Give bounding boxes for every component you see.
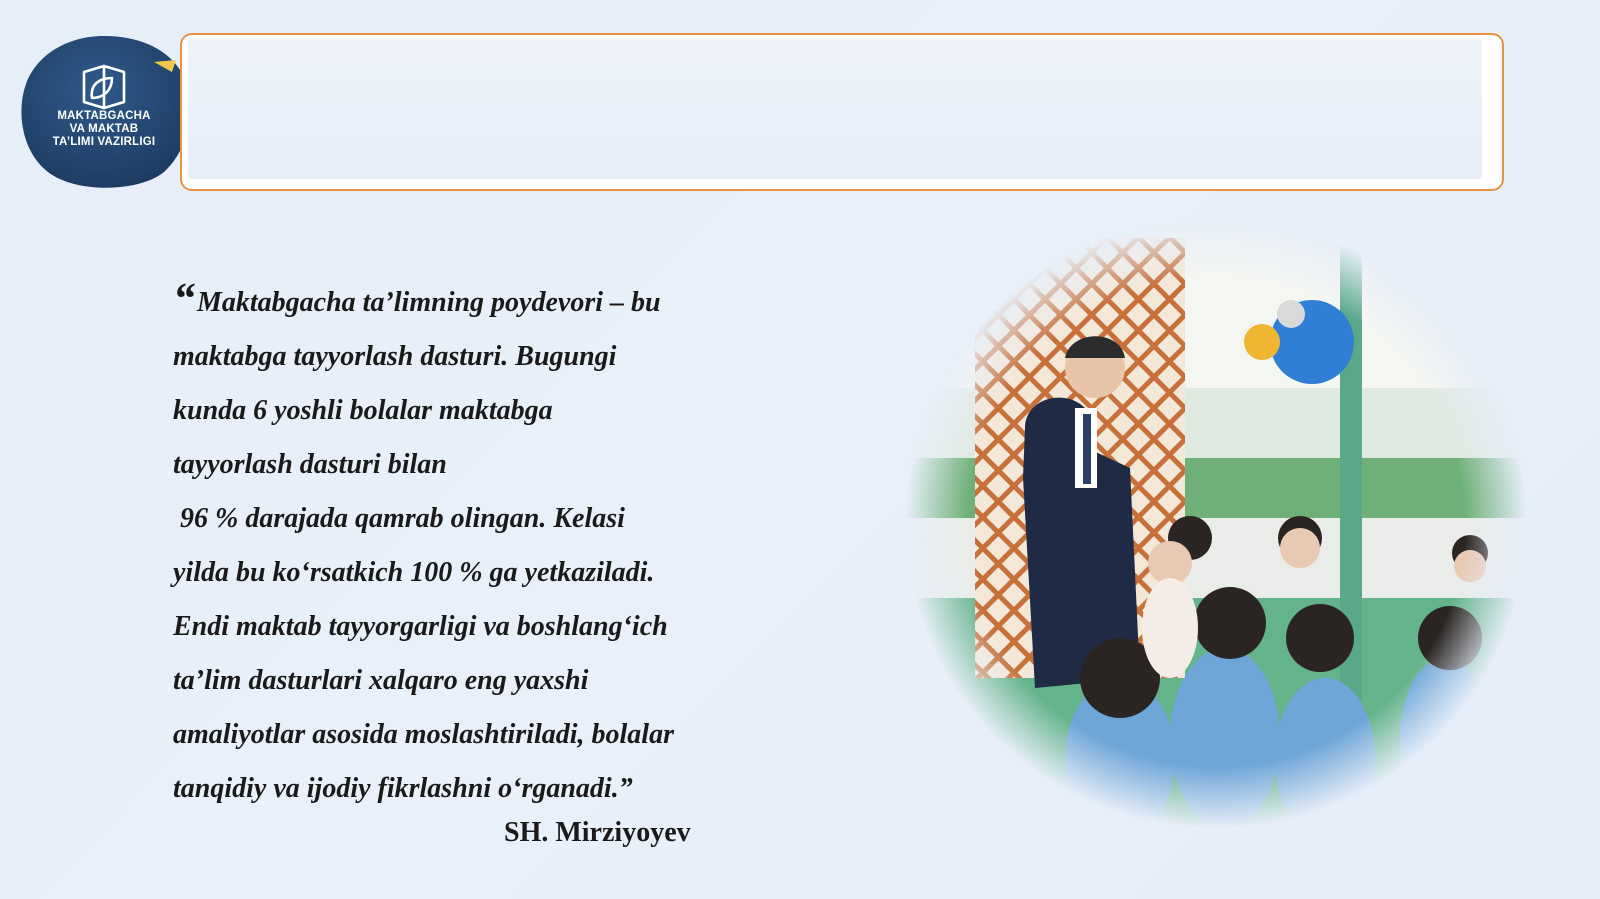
title-banner-inner	[188, 39, 1482, 179]
quote-line-1-text: Maktabgacha ta’limning poydevori – bu	[197, 287, 661, 318]
quote-line-3: kunda 6 yoshli bolalar maktabga	[173, 395, 553, 426]
quote-line-7: Endi maktab tayyorgarligi va boshlang‘ich	[173, 611, 668, 642]
quote-line-4: tayyorlash dasturi bilan	[173, 449, 447, 480]
kindergarten-visit-photo	[905, 218, 1527, 828]
quote-line-2: maktabga tayyorlash dasturi. Bugungi	[173, 341, 617, 372]
ministry-logo	[16, 32, 192, 192]
quote-block	[173, 272, 733, 816]
logo-line-1: MAKTABGACHA	[57, 110, 151, 122]
logo-text	[16, 110, 192, 149]
quote-line-8: ta’lim dasturlari xalqaro eng yaxshi	[173, 665, 589, 696]
title-banner	[180, 33, 1504, 191]
logo-line-3: TA’LIMI VAZIRLIGI	[52, 136, 156, 148]
quote-line-6: yilda bu ko‘rsatkich 100 % ga yetkaziladi.	[173, 557, 655, 588]
logo-line-2: VA MAKTAB	[69, 123, 139, 135]
quote-line-9: amaliyotlar asosida moslashtiriladi, bolalar	[173, 719, 674, 750]
quote-author: SH. Mirziyoyev	[504, 817, 691, 848]
quote-line-1	[173, 272, 733, 330]
open-quote-mark: “	[173, 274, 195, 323]
quote-line-5: 96 % darajada qamrab olingan. Kelasi	[173, 503, 625, 534]
quote-line-10: tanqidiy va ijodiy fikrlashni o‘rganadi.”	[173, 773, 633, 804]
